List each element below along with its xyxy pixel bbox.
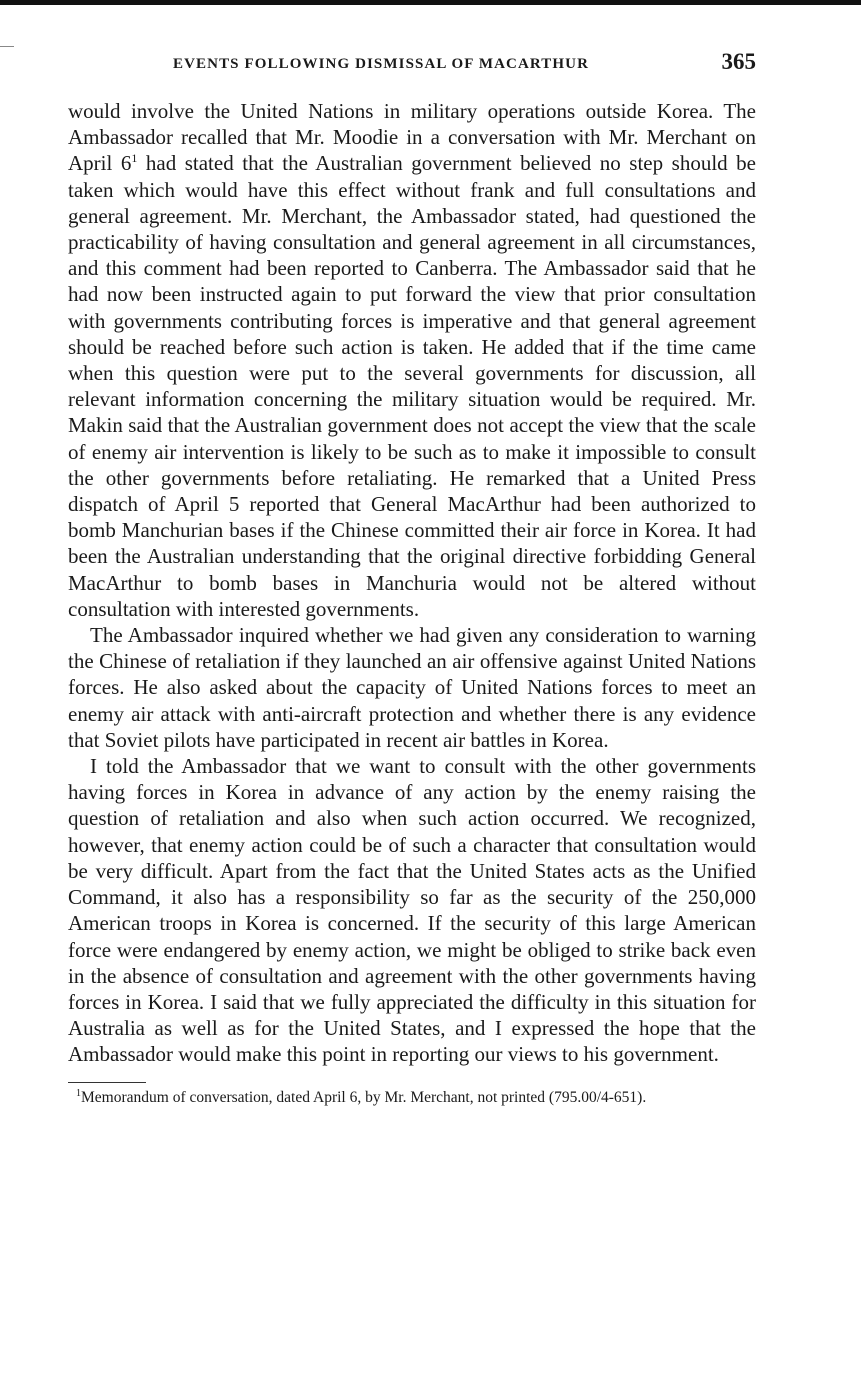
running-title: EVENTS FOLLOWING DISMISSAL OF MACARTHUR (173, 56, 590, 72)
page-number: 365 (721, 49, 756, 74)
body-text (68, 98, 756, 1068)
running-head (68, 46, 756, 86)
paragraph-3: I told the Ambassador that we want to consult with the other governments having forces in Korea in advance of any action by the enemy raising the question of retaliation and also when such action occurred. We recognized, however, that enemy action could be of such a character that consultation would be very difficult. Apart from the fact that the United States acts as the Unified Command, it also has a responsibility so far as the security of the 250,000 American troops in Korea is concerned. If the security of this large American force were endangered by enemy action, we might be obliged to strike back even in the absence of consultation and agreement with the other governments having forces in Korea. I said that we fully appreciated the difficulty in this situation for Australia as well as for the United States, and I expressed the hope that the Ambassador would make this point in reporting our views to his government. (68, 754, 756, 1067)
footnote-text: Memorandum of conversation, dated April 6, by Mr. Merchant, not printed (795.00/4-651). (81, 1088, 647, 1106)
margin-mark (0, 46, 14, 47)
top-border-rule (0, 0, 861, 5)
paragraph-1-text-after-ref: had stated that the Australian government believed no step should be taken which would have this effect without frank and full consultations and general agreement. Mr. Merchant, the Ambassador stated, had questioned the practicability of having consultation and general agreement in all circumstances, and this comment had been reported to Canberra. The Ambassador said that he had now been instructed again to put forward the view that prior consultation with governments contributing forces is imperative and that general agreement should be reached before such action is taken. He added that if the time came when this question were put to the several governments for discussion, all relevant information concerning the military situation would be required. Mr. Makin said that the Australian government does not accept the view that the scale of enemy air intervention is likely to be such as to make it impossible to consult the other governments before retaliating. He remarked that a United Press dispatch of April 5 reported that General MacArthur had been authorized to bomb Manchurian bases if the Chinese committed their air force in Korea. It had been the Australian understanding that the original directive forbidding General MacArthur to bomb bases in Manchuria would not be altered without consultation with interested governments. (68, 151, 757, 621)
paragraph-1-text-before-ref: would involve the United Nations in military operations outside Korea. The Ambassador recalled that Mr. Moodie in a conversation with Mr. Merchant on April 6 (68, 99, 756, 176)
paragraph-2: The Ambassador inquired whether we had given any consideration to warning the Chinese of retaliation if they launched an air offensive against United Nations forces. He also asked about the capacity of United Nations forces to meet an enemy air attack with anti-aircraft protection and whether there is any evidence that Soviet pilots have participated in recent air battles in Korea. (68, 623, 756, 752)
footnote-number: 1 (76, 1087, 81, 1099)
paragraph-1 (68, 98, 756, 622)
footnote-divider (68, 1082, 146, 1083)
document-page (68, 46, 756, 1107)
footnote-reference: 1 (131, 151, 138, 166)
footnote (68, 1088, 756, 1107)
